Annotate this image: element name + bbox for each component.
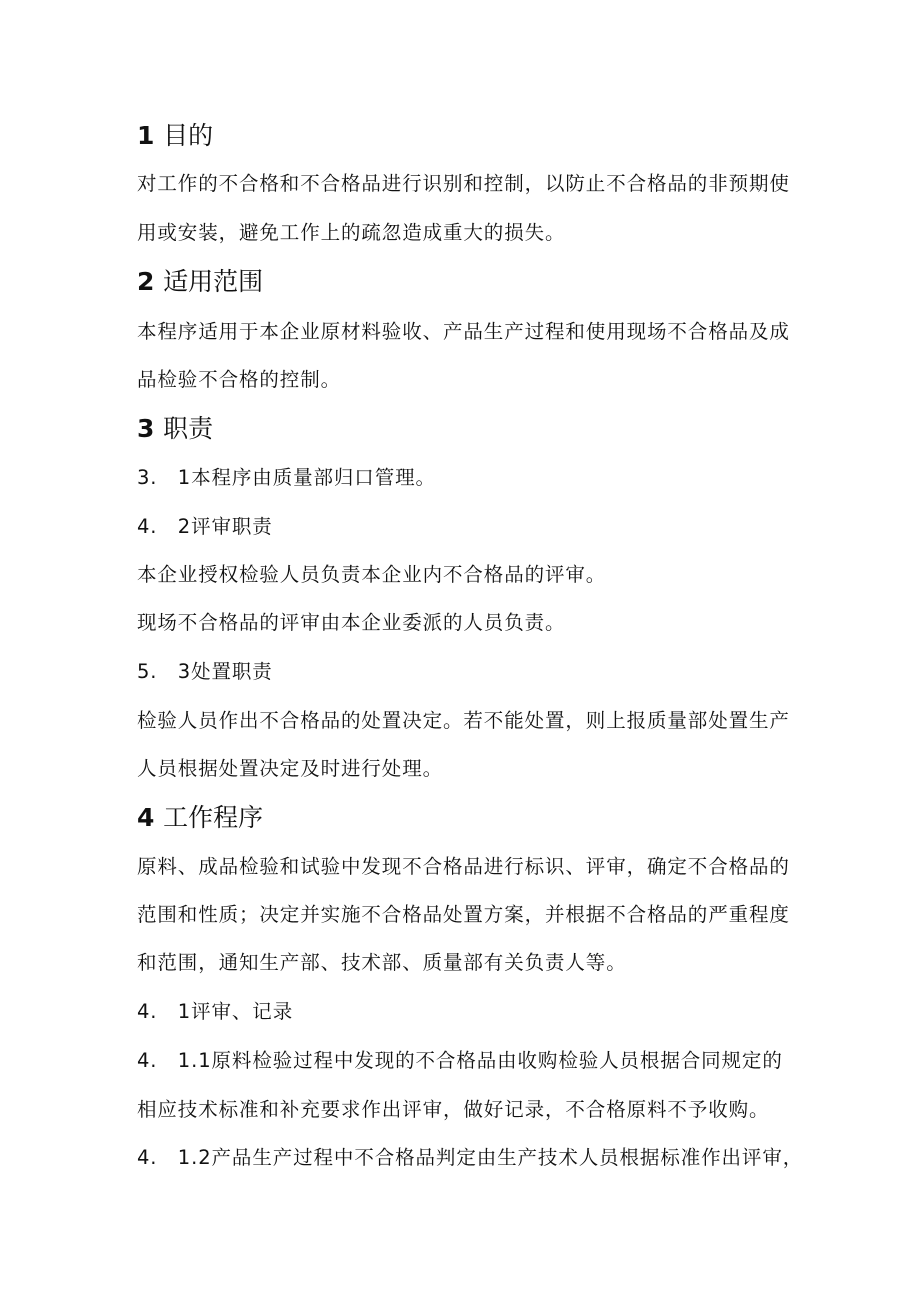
section-number: 4 (137, 803, 155, 832)
section-heading-1 (137, 116, 213, 152)
paragraph-line: 相应技术标准和补充要求作出评审，做好记录，不合格原料不予收购。 (137, 1098, 770, 1121)
section-number: 3 (137, 414, 155, 443)
paragraph-line: 原料、成品检验和试验中发现不合格品进行标识、评审，确定不合格品的 (137, 855, 790, 878)
paragraph-line: 范围和性质；决定并实施不合格品处置方案，并根据不合格品的严重程度 (137, 903, 790, 926)
paragraph-line: 5. 3处置职责 (137, 660, 273, 683)
paragraph-line: 对工作的不合格和不合格品进行识别和控制，以防止不合格品的非预期使 (137, 172, 790, 195)
section-title: 工作程序 (163, 803, 264, 832)
paragraph-line: 品检验不合格的控制。 (137, 368, 342, 391)
section-title: 职责 (163, 414, 214, 443)
paragraph-line: 4. 1.1原料检验过程中发现的不合格品由收购检验人员根据合同规定的 (137, 1049, 783, 1072)
paragraph-line: 本企业授权检验人员负责本企业内不合格品的评审。 (137, 563, 607, 586)
paragraph-line: 4. 2评审职责 (137, 515, 273, 538)
paragraph-line: 现场不合格品的评审由本企业委派的人员负责。 (137, 611, 566, 634)
paragraph-line: 本程序适用于本企业原材料验收、产品生产过程和使用现场不合格品及成 (137, 320, 790, 343)
paragraph-line: 3. 1本程序由质量部归口管理。 (137, 466, 436, 489)
paragraph-line: 用或安装，避免工作上的疏忽造成重大的损失。 (137, 221, 566, 244)
section-title: 目的 (163, 121, 214, 150)
paragraph-line: 检验人员作出不合格品的处置决定。若不能处置，则上报质量部处置生产 (137, 709, 790, 732)
paragraph-line: 人员根据处置决定及时进行处理。 (137, 757, 444, 780)
section-heading-3 (137, 409, 213, 445)
paragraph-line: 4. 1评审、记录 (137, 1000, 294, 1023)
paragraph-line: 和范围，通知生产部、技术部、质量部有关负责人等。 (137, 951, 627, 974)
section-number: 1 (137, 121, 155, 150)
section-title: 适用范围 (163, 267, 264, 296)
section-heading-2 (137, 262, 263, 298)
paragraph-line: 4. 1.2产品生产过程中不合格品判定由生产技术人员根据标准作出评审， (137, 1146, 804, 1169)
section-heading-4 (137, 798, 263, 834)
section-number: 2 (137, 267, 155, 296)
